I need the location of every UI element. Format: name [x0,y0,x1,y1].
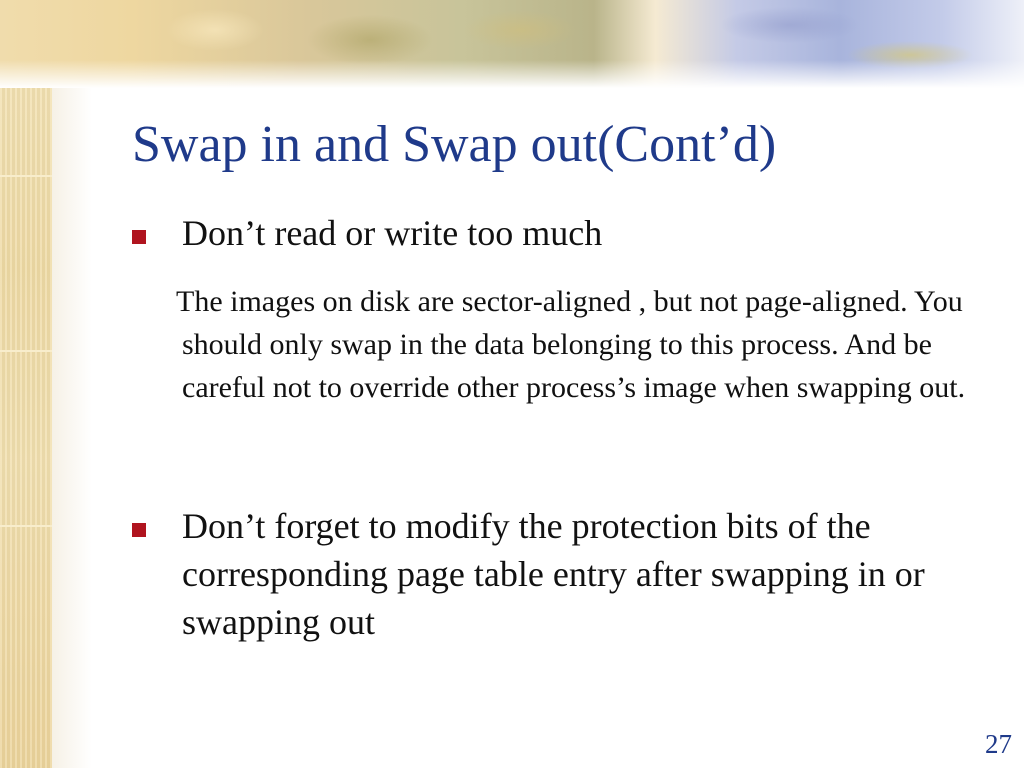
decorative-sidebar [0,0,52,768]
banner-fade [0,60,1024,88]
sidebar-fade [52,0,92,768]
square-bullet-icon [132,523,146,537]
square-bullet-icon [132,230,146,244]
bullet-item-1: Don’t read or write too much [182,213,603,253]
bullet-item-2: Don’t forget to modify the protection bits of the corresponding page table entry after swapping in or swapping out [182,506,925,642]
sidebar-seam [0,175,52,177]
sidebar-seam [0,350,52,352]
sidebar-seam [0,525,52,527]
page-number: 27 [985,729,1012,759]
slide-title: Swap in and Swap out(Cont’d) [132,116,777,173]
bullet-item-1-detail: The images on disk are sector-aligned , but not page-aligned. You should only swap in the data belonging to this process. And be careful not to override other process’s image when swapping out. [176,285,966,404]
